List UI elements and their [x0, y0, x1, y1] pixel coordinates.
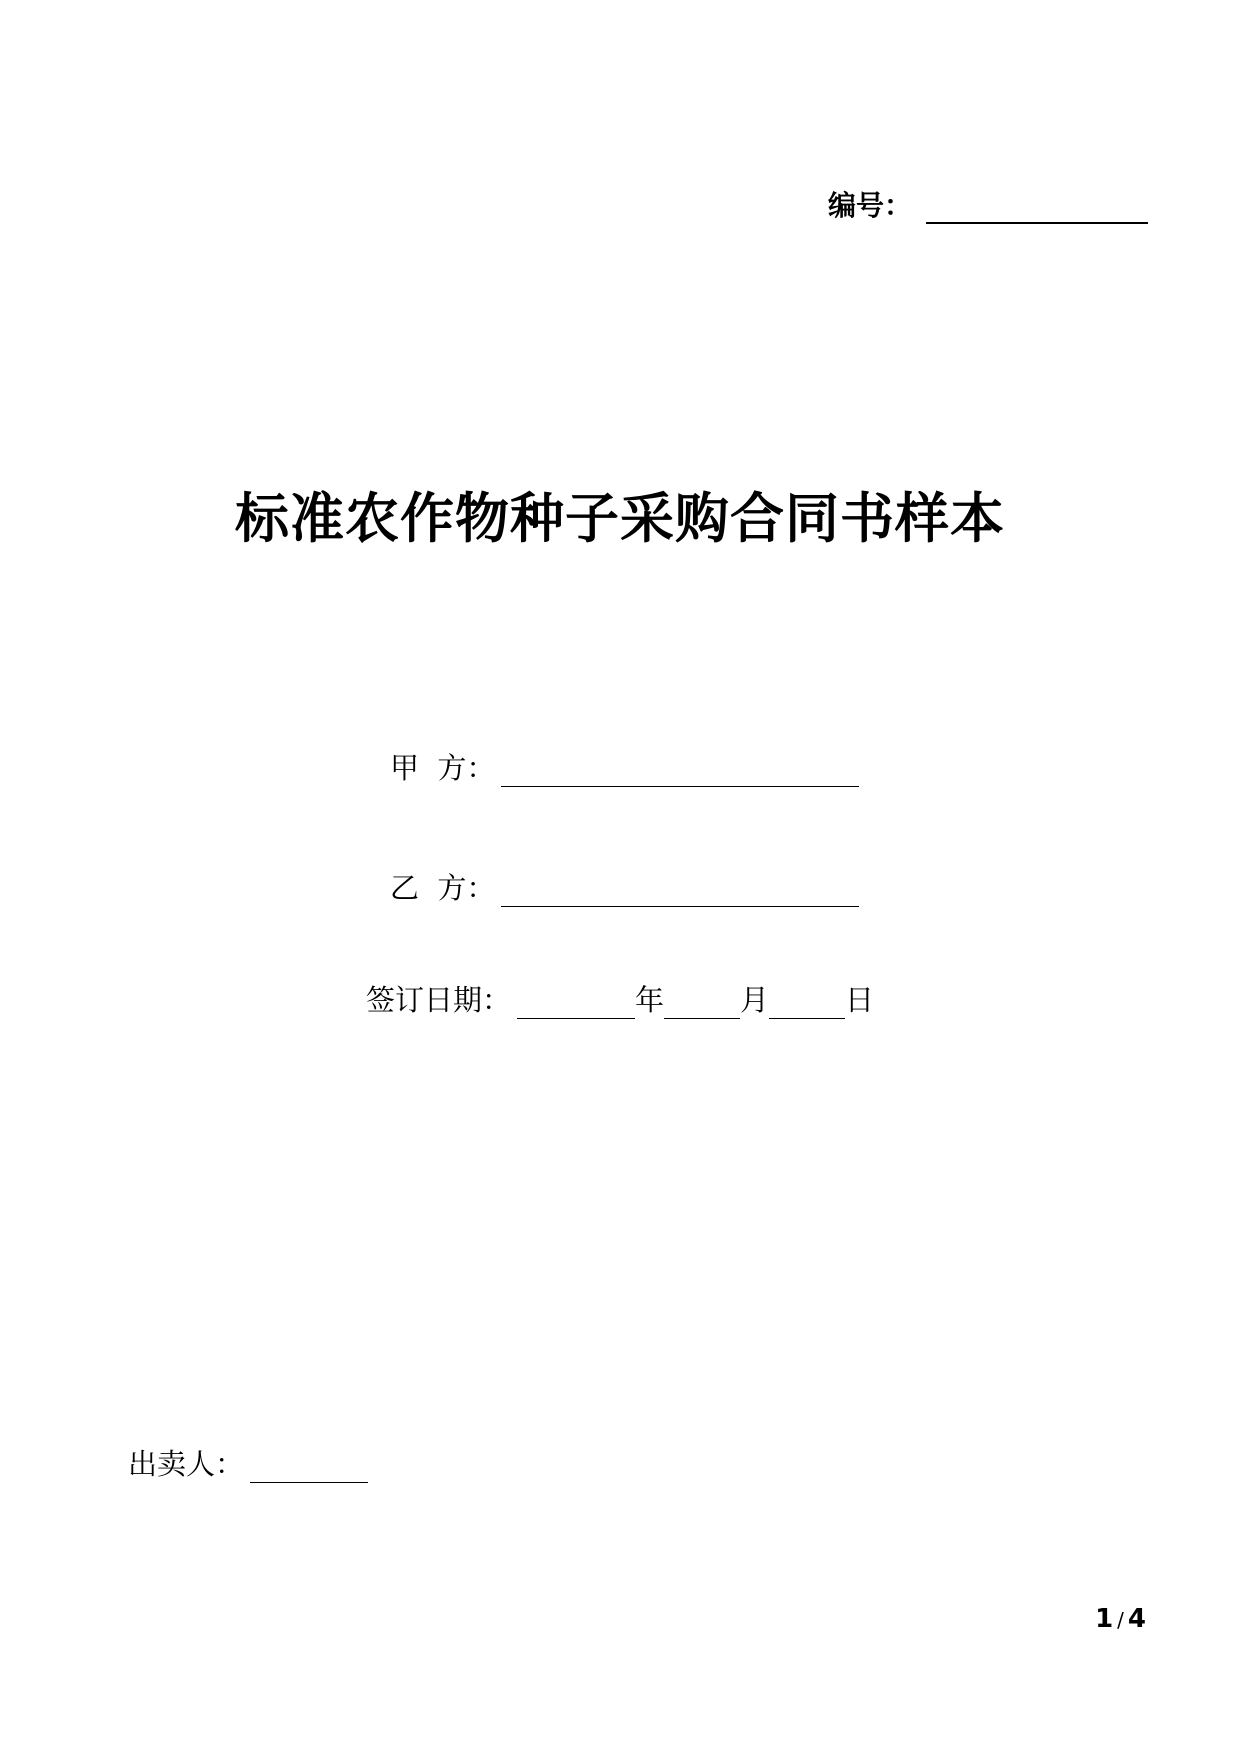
seller-field	[128, 1442, 368, 1483]
sign-date-year-blank[interactable]	[517, 988, 635, 1019]
party-a-blank[interactable]	[501, 756, 859, 787]
sign-date-month-unit: 月	[740, 983, 770, 1017]
sign-date-day-blank[interactable]	[769, 988, 845, 1019]
serial-number-label: 编号：	[827, 189, 912, 222]
party-a-field	[390, 746, 859, 787]
serial-number-blank[interactable]	[926, 192, 1148, 224]
sign-date-label: 签订日期：	[366, 983, 512, 1017]
sign-date-year-unit: 年	[635, 983, 665, 1017]
page-separator: /	[1117, 1608, 1124, 1632]
sign-date-field	[366, 978, 874, 1019]
party-b-blank[interactable]	[501, 876, 859, 907]
seller-blank[interactable]	[250, 1452, 368, 1483]
serial-number-field	[828, 184, 1148, 224]
party-b-label: 乙 方：	[390, 871, 496, 905]
sign-date-day-unit: 日	[845, 983, 875, 1017]
page-number	[1095, 1604, 1146, 1634]
page-current: 1	[1095, 1604, 1114, 1634]
page-total: 4	[1127, 1604, 1146, 1634]
party-b-field	[390, 866, 859, 907]
party-a-label: 甲 方：	[390, 751, 496, 785]
seller-label: 出卖人：	[128, 1447, 245, 1481]
document-title: 标准农作物种子采购合同书样本	[235, 487, 1005, 550]
sign-date-month-blank[interactable]	[664, 988, 740, 1019]
